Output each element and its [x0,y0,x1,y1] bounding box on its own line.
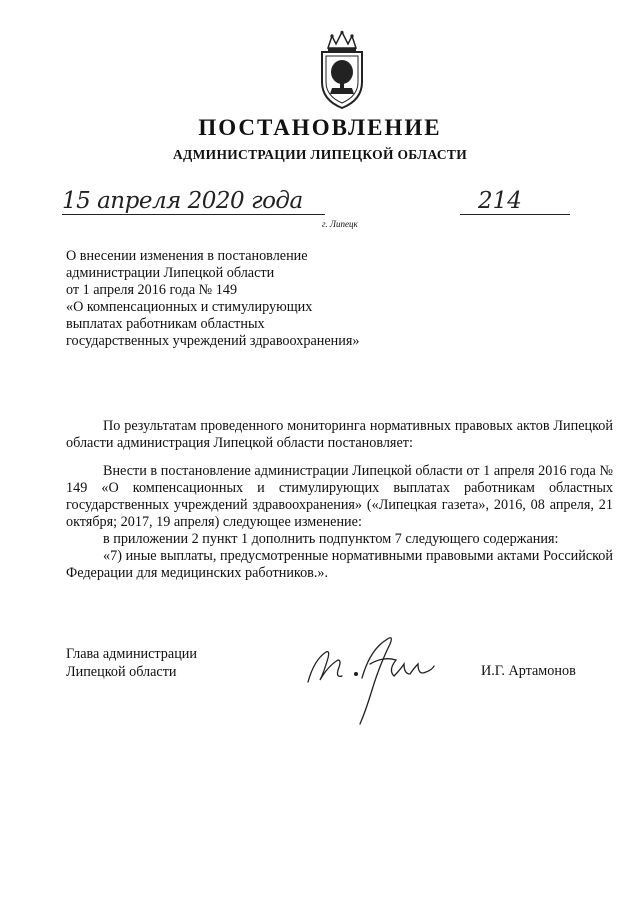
signatory-name: И.Г. Артамонов [481,663,576,679]
subject-line: государственных учреждений здравоохранения» [66,333,360,349]
subject-line: администрации Липецкой области [66,265,275,281]
document-body [66,418,613,582]
document-subtitle: АДМИНИСТРАЦИИ ЛИПЕЦКОЙ ОБЛАСТИ [172,147,468,162]
city-label: г. Липецк [322,219,358,229]
subject-line: от 1 апреля 2016 года № 149 [66,282,238,298]
handwritten-date: 15 апреля 2020 года [62,188,303,214]
number-line [460,214,570,215]
body-paragraph: Внести в постановление администрации Липецкой области от 1 апреля 2016 года № 149 «О компенсационных и стимулирующих выплатах работникам областных государственных учреждений здравоохранения» («Липецкая газета», 2016, 08 апреля, 21 октября; 2017, 19 апреля) следующее изменение: [66,463,613,530]
body-paragraph: «7) иные выплаты, предусмотренные нормативными правовыми актами Российской Федерации для медицинских работников.». [66,548,613,581]
document-subject [66,248,406,350]
handwritten-signature [300,620,440,730]
body-paragraph: в приложении 2 пункт 1 дополнить подпунктом 7 следующего содержания: [103,531,559,547]
subject-line: «О компенсационных и стимулирующих [66,299,313,315]
date-line [62,214,325,215]
body-paragraph: По результатам проведенного мониторинга нормативных правовых актов Липецкой области администрация Липецкой области постановляет: [66,418,613,451]
subject-line: О внесении изменения в постановление [66,248,308,264]
signatory-position [66,645,197,681]
position-line: Липецкой области [66,664,177,680]
handwritten-number: 214 [478,188,522,214]
subject-line: выплатах работникам областных [66,316,265,332]
coat-of-arms-emblem [318,30,366,110]
document-title: ПОСТАНОВЛЕНИЕ [198,115,442,140]
position-line: Глава администрации [66,646,197,662]
